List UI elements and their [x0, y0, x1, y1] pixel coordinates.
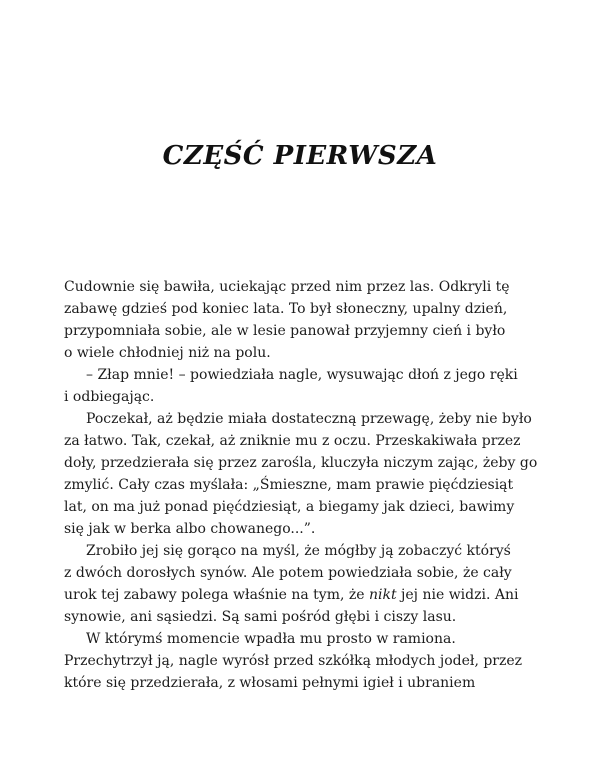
paragraph — [64, 276, 554, 364]
text-segment: Cudownie się bawiła, uciekając przed nim przez las. Odkryli tę — [64, 279, 510, 295]
emphasized-text: nikt — [368, 587, 397, 603]
text-line — [64, 452, 554, 474]
text-line — [64, 386, 554, 408]
text-line — [64, 342, 554, 364]
text-line — [64, 584, 554, 606]
text-segment: się jak w berka albo chowanego...”. — [64, 521, 316, 537]
body-text — [64, 276, 554, 694]
text-segment: które się przedzierała, z włosami pełnymi igieł i ubraniem — [64, 675, 476, 691]
text-line — [64, 672, 554, 694]
text-segment: z dwóch dorosłych synów. Ale potem powiedziała sobie, że cały — [64, 565, 512, 581]
text-segment: przypomniała sobie, ale w lesie panował przyjemny cień i było — [64, 323, 506, 339]
text-segment: urok tej zabawy polega właśnie na tym, że — [64, 587, 369, 603]
text-line — [64, 650, 554, 672]
paragraph — [64, 364, 554, 408]
text-segment: W którymś momencie wpadła mu prosto w ramiona. — [86, 631, 456, 647]
paragraph — [64, 408, 554, 540]
text-line — [64, 320, 554, 342]
paragraph — [64, 540, 554, 628]
text-segment: zabawę gdzieś pod koniec lata. To był słoneczny, upalny dzień, — [64, 301, 508, 317]
text-line — [64, 540, 554, 562]
text-line — [64, 606, 554, 628]
text-segment: Zrobiło jej się gorąco na myśl, że mógłby ją zobaczyć któryś — [86, 543, 511, 559]
text-segment: i odbiegając. — [64, 389, 155, 405]
part-title: CZĘŚĆ PIERWSZA — [162, 141, 438, 171]
text-line — [64, 298, 554, 320]
text-line — [64, 562, 554, 584]
text-line — [64, 518, 554, 540]
text-segment: synowie, ani sąsiedzi. Są sami pośród głębi i ciszy lasu. — [64, 609, 457, 625]
text-line — [64, 628, 554, 650]
text-segment: za łatwo. Tak, czekał, aż zniknie mu z oczu. Przeskakiwała przez — [64, 433, 521, 449]
text-line — [64, 408, 554, 430]
text-segment: o wiele chłodniej niż na polu. — [64, 345, 271, 361]
text-line — [64, 474, 554, 496]
text-line — [64, 496, 554, 518]
paragraph — [64, 628, 554, 694]
text-segment: Poczekał, aż będzie miała dostateczną przewagę, żeby nie było — [86, 411, 532, 427]
text-line — [64, 364, 554, 386]
text-segment: – Złap mnie! – powiedziała nagle, wysuwając dłoń z jego ręki — [86, 367, 518, 383]
text-segment: doły, przedzierała się przez zarośla, kluczyła niczym zając, żeby go — [64, 455, 538, 471]
text-segment: jej nie widzi. Ani — [396, 587, 519, 603]
text-segment: lat, on ma już ponad pięćdziesiąt, a biegamy jak dzieci, bawimy — [64, 499, 515, 515]
text-line — [64, 430, 554, 452]
text-segment: Przechytrzył ją, nagle wyrósł przed szkółką młodych jodeł, przez — [64, 653, 523, 669]
text-segment: zmylić. Cały czas myślała: „Śmieszne, mam prawie pięćdziesiąt — [64, 477, 514, 493]
text-line — [64, 276, 554, 298]
